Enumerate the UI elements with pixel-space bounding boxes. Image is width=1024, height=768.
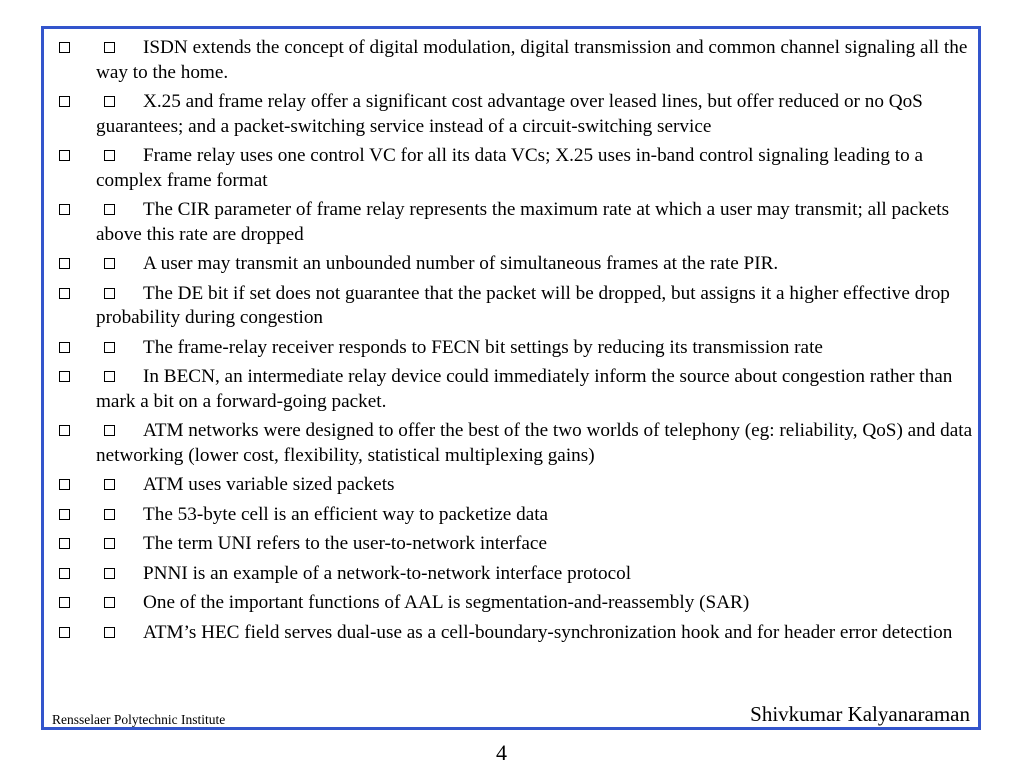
bullet-markers [54, 473, 144, 497]
square-bullet-icon [59, 258, 70, 269]
bullet-list [54, 36, 974, 650]
bullet-text: ATM’s HEC field serves dual-use as a cell-boundary-synchronization hook and for header error detection [143, 621, 953, 643]
bullet-text: ATM uses variable sized packets [143, 474, 395, 495]
bullet-markers [54, 282, 144, 306]
bullet-markers [54, 90, 144, 114]
author-label: Shivkumar Kalyanaraman [750, 702, 970, 726]
square-bullet-icon [104, 425, 115, 436]
square-bullet-icon [59, 597, 70, 608]
bullet-text: The CIR parameter of frame relay represents the maximum rate at which a user may transmit; all packets above this rate are dropped [96, 199, 950, 245]
bullet-text: The DE bit if set does not guarantee that the packet will be dropped, but assigns it a higher effective drop probability during congestion [96, 282, 950, 328]
square-bullet-icon [104, 288, 115, 299]
bullet-text: A user may transmit an unbounded number of simultaneous frames at the rate PIR. [143, 253, 779, 274]
list-item [54, 282, 974, 331]
square-bullet-icon [59, 204, 70, 215]
square-bullet-icon [104, 150, 115, 161]
bullet-text: ISDN extends the concept of digital modulation, digital transmission and common channel signaling all the way to the home. [96, 37, 968, 83]
bullet-markers [54, 252, 144, 276]
bullet-markers [54, 144, 144, 168]
bullet-text: The frame-relay receiver responds to FECN bit settings by reducing its transmission rate [143, 336, 823, 358]
bullet-markers [54, 36, 144, 60]
list-item [54, 532, 974, 557]
square-bullet-icon [104, 538, 115, 549]
list-item [54, 562, 974, 587]
bullet-markers [54, 365, 144, 389]
square-bullet-icon [104, 42, 115, 53]
list-item [54, 36, 974, 85]
page-number: 4 [496, 740, 507, 765]
square-bullet-icon [104, 509, 115, 520]
bullet-text: Frame relay uses one control VC for all its data VCs; X.25 uses in-band control signaling leading to a complex frame format [96, 145, 923, 191]
list-item [54, 473, 974, 498]
square-bullet-icon [104, 342, 115, 353]
list-item [54, 198, 974, 247]
bullet-markers [54, 503, 144, 527]
bullet-markers [54, 621, 144, 645]
square-bullet-icon [59, 150, 70, 161]
list-item [54, 336, 974, 361]
list-item [54, 144, 974, 193]
list-item [54, 621, 974, 646]
square-bullet-icon [59, 627, 70, 638]
bullet-text: In BECN, an intermediate relay device could immediately inform the source about congestion rather than mark a bit on a forward-going packet. [96, 366, 953, 412]
bullet-markers [54, 591, 144, 615]
square-bullet-icon [59, 342, 70, 353]
bullet-markers [54, 532, 144, 556]
square-bullet-icon [59, 509, 70, 520]
list-item [54, 90, 974, 139]
square-bullet-icon [59, 568, 70, 579]
square-bullet-icon [59, 425, 70, 436]
list-item [54, 252, 974, 277]
square-bullet-icon [59, 371, 70, 382]
list-item [54, 503, 974, 528]
square-bullet-icon [59, 96, 70, 107]
bullet-markers [54, 562, 144, 586]
square-bullet-icon [104, 204, 115, 215]
square-bullet-icon [59, 479, 70, 490]
list-item [54, 419, 974, 468]
bullet-markers [54, 336, 144, 360]
square-bullet-icon [59, 42, 70, 53]
bullet-markers [54, 198, 144, 222]
square-bullet-icon [104, 627, 115, 638]
square-bullet-icon [104, 371, 115, 382]
square-bullet-icon [59, 538, 70, 549]
square-bullet-icon [104, 479, 115, 490]
square-bullet-icon [104, 568, 115, 579]
list-item [54, 591, 974, 616]
bullet-text: The 53-byte cell is an efficient way to packetize data [143, 503, 549, 525]
list-item [54, 365, 974, 414]
bullet-text: The term UNI refers to the user-to-network interface [143, 533, 547, 554]
bullet-text: PNNI is an example of a network-to-network interface protocol [143, 562, 632, 584]
square-bullet-icon [104, 597, 115, 608]
bullet-text: ATM networks were designed to offer the best of the two worlds of telephony (eg: reliability, QoS) and data networking (lower cost, flexibility, statistical multiplexing gains) [96, 420, 973, 466]
bullet-text: One of the important functions of AAL is segmentation-and-reassembly (SAR) [143, 592, 750, 613]
institution-label: Rensselaer Polytechnic Institute [52, 712, 226, 727]
square-bullet-icon [104, 258, 115, 269]
bullet-markers [54, 419, 144, 443]
square-bullet-icon [104, 96, 115, 107]
bullet-text: X.25 and frame relay offer a significant cost advantage over leased lines, but offer reduced or no QoS guarantees; and a packet-switching service instead of a circuit-switching service [96, 91, 923, 137]
square-bullet-icon [59, 288, 70, 299]
